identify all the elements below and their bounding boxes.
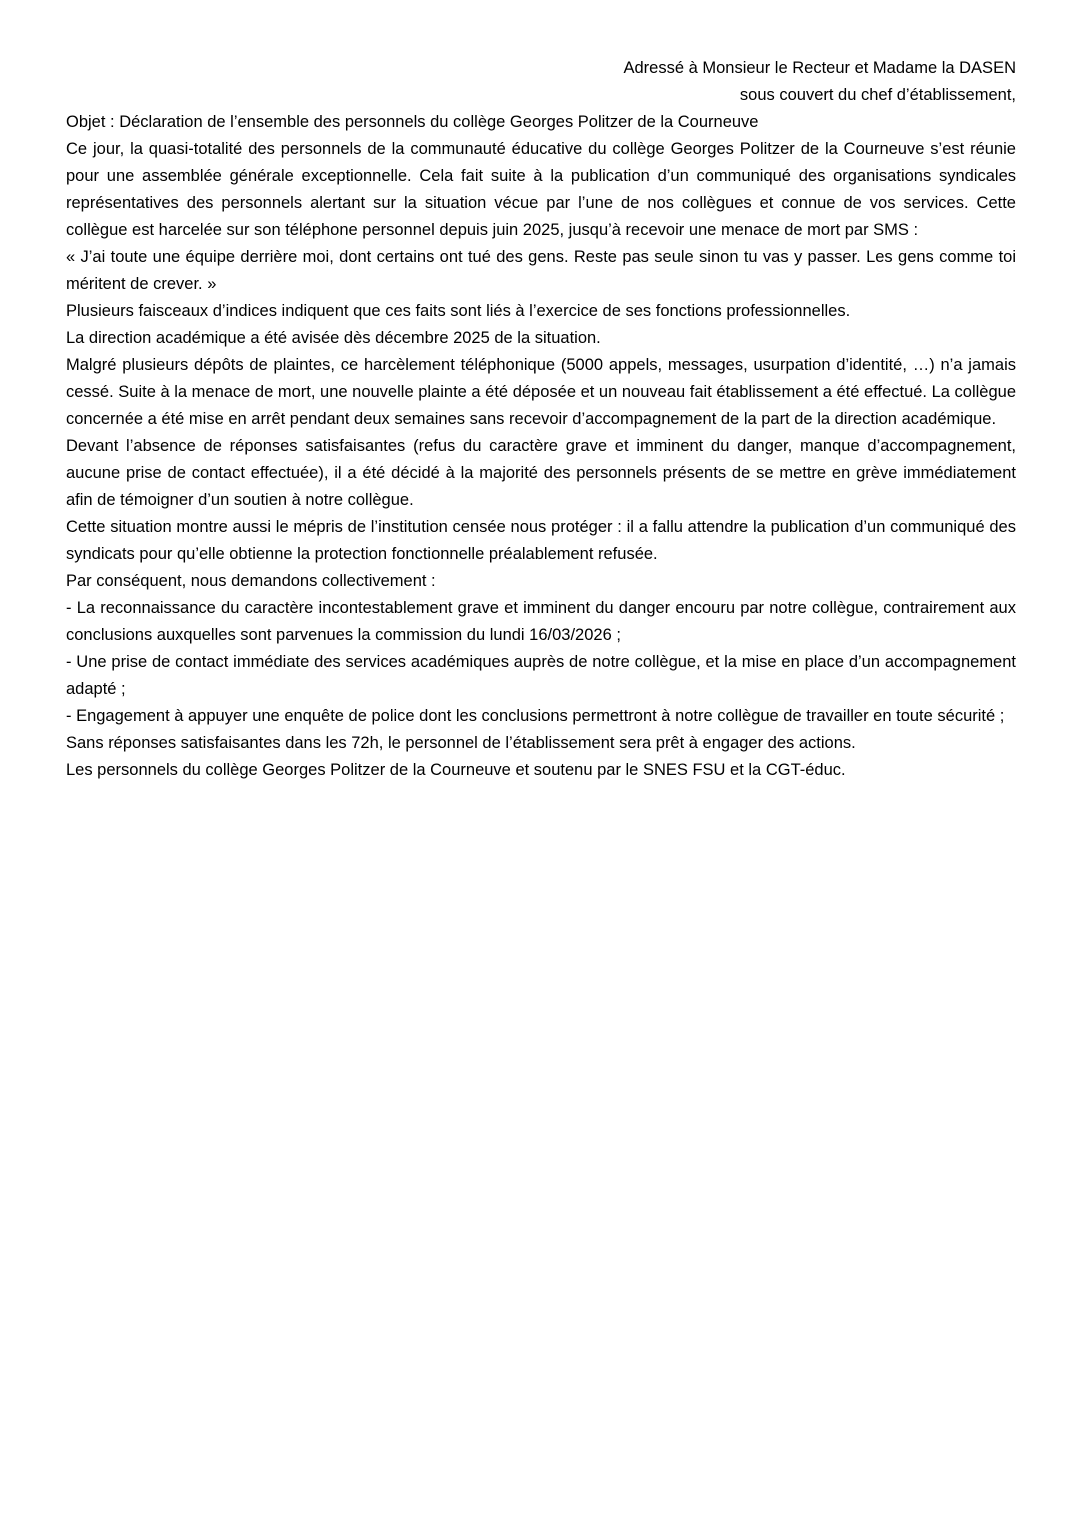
paragraph-direction-informed: La direction académique a été avisée dès décembre 2025 de la situation.: [66, 329, 601, 347]
recipient-line-1: Adressé à Monsieur le Recteur et Madame la DASEN: [623, 59, 1016, 77]
demand-item-1: - La reconnaissance du caractère incontestablement grave et imminent du danger encouru par notre collègue, contrairement aux conclusions auxquelles sont parvenues la commission du lundi 16/03/2026 ;: [66, 599, 1016, 644]
paragraph-sms-quote: « J’ai toute une équipe derrière moi, dont certains ont tué des gens. Reste pas seule sinon tu vas y passer. Les gens comme toi méritent de crever. »: [66, 248, 1016, 293]
paragraph-opening: Ce jour, la quasi-totalité des personnels de la communauté éducative du collège Georges Politzer de la Courneuve s’est réunie pour une assemblée générale exceptionnelle. Cela fait suite à la publication d’un communiqué des organisations syndicales représentatives des personnels alertant sur la situation vécue par l’une de nos collègues et connue de vos services. Cette collègue est harcelée sur son téléphone personnel depuis juin 2025, jusqu’à recevoir une menace de mort par SMS :: [66, 140, 1016, 239]
recipient-line-2: sous couvert du chef d’établissement,: [739, 86, 1016, 104]
demand-item-3: - Engagement à appuyer une enquête de police dont les conclusions permettront à notre collègue de travailler en toute sécurité ;: [66, 707, 1005, 725]
paragraph-greve-decision: Devant l’absence de réponses satisfaisantes (refus du caractère grave et imminent du danger, manque d’accompagnement, aucune prise de contact effectuée), il a été décidé à la majorité des personnels présents de se mettre en grève immédiatement afin de témoigner d’un soutien à notre collègue.: [66, 437, 1016, 509]
ultimatum-line: Sans réponses satisfaisantes dans les 72h, le personnel de l’établissement sera prêt à engager des actions.: [66, 734, 856, 752]
subject-line: Objet : Déclaration de l’ensemble des personnels du collège Georges Politzer de la Courneuve: [66, 113, 759, 131]
paragraph-indices: Plusieurs faisceaux d’indices indiquent que ces faits sont liés à l’exercice de ses fonctions professionnelles.: [66, 302, 851, 320]
demands-intro: Par conséquent, nous demandons collectivement :: [66, 572, 436, 590]
signature-line: Les personnels du collège Georges Politzer de la Courneuve et soutenu par le SNES FSU et la CGT-éduc.: [66, 761, 846, 779]
paragraph-mepris-institution: Cette situation montre aussi le mépris de l’institution censée nous protéger : il a fallu attendre la publication d’un communiqué des syndicats pour qu’elle obtienne la protection fonctionnelle préalablement refusée.: [66, 518, 1016, 563]
demand-item-2: - Une prise de contact immédiate des services académiques auprès de notre collègue, et la mise en place d’un accompagnement adapté ;: [66, 653, 1016, 698]
paragraph-plaintes: Malgré plusieurs dépôts de plaintes, ce harcèlement téléphonique (5000 appels, messages, usurpation d’identité, …) n’a jamais cessé. Suite à la menace de mort, une nouvelle plainte a été déposée et un nouveau fait établissement a été effectué. La collègue concernée a été mise en arrêt pendant deux semaines sans recevoir d’accompagnement de la part de la direction académique.: [66, 356, 1017, 428]
